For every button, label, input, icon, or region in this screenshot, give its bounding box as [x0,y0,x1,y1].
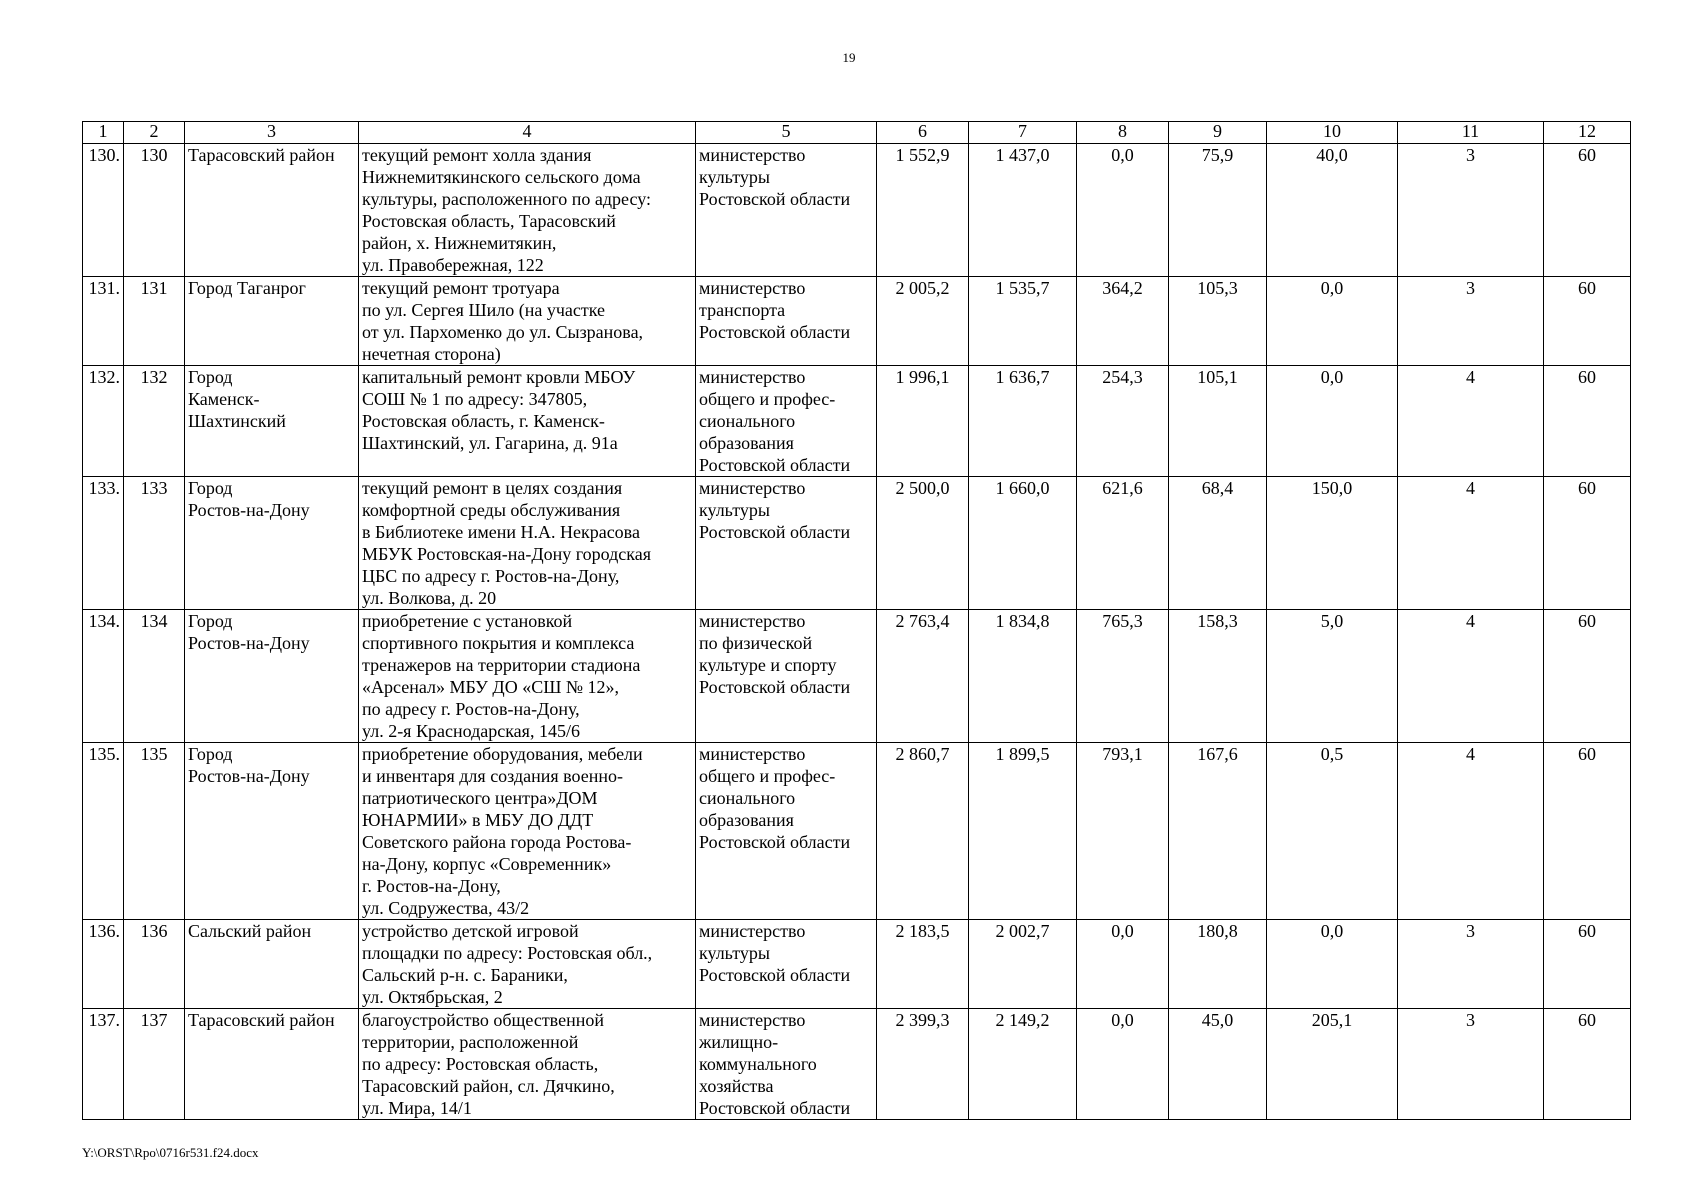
value-cell: 105,1 [1169,366,1267,477]
municipality-cell: Город Каменск- Шахтинский [185,366,359,477]
value-cell: 0,0 [1267,366,1398,477]
project-description-cell: капитальный ремонт кровли МБОУ СОШ № 1 по адресу: 347805, Ростовская область, г. Каменск- Шахтинский, ул. Гагарина, д. 91а [359,366,696,477]
value-cell: 1 660,0 [969,477,1077,610]
value-cell: 2 399,3 [877,1009,969,1120]
table-row [83,366,1631,477]
row-index: 133. [83,477,124,610]
row-index: 137. [83,1009,124,1120]
table-row [83,144,1631,277]
value-cell: 0,0 [1077,1009,1169,1120]
value-cell: 0,0 [1267,277,1398,366]
value-cell: 1 552,9 [877,144,969,277]
value-cell: 60 [1544,277,1631,366]
value-cell: 765,3 [1077,610,1169,743]
value-cell: 75,9 [1169,144,1267,277]
value-cell: 3 [1398,920,1544,1009]
column-header: 6 [877,122,969,144]
value-cell: 0,0 [1077,144,1169,277]
value-cell: 254,3 [1077,366,1169,477]
ministry-cell: министерство культуры Ростовской области [696,920,877,1009]
ministry-cell: министерство по физической культуре и спорту Ростовской области [696,610,877,743]
value-cell: 2 002,7 [969,920,1077,1009]
value-cell: 4 [1398,477,1544,610]
column-header: 12 [1544,122,1631,144]
column-header: 9 [1169,122,1267,144]
project-description-cell: текущий ремонт холла здания Нижнемитякинского сельского дома культуры, расположенного по адресу: Ростовская область, Тарасовский район, х. Нижнемитякин, ул. Правобережная, 122 [359,144,696,277]
value-cell: 3 [1398,144,1544,277]
column-header: 7 [969,122,1077,144]
value-cell: 793,1 [1077,743,1169,920]
value-cell: 68,4 [1169,477,1267,610]
value-cell: 2 183,5 [877,920,969,1009]
value-cell: 3 [1398,277,1544,366]
value-cell: 1 834,8 [969,610,1077,743]
row-number: 131 [124,277,185,366]
table-row [83,277,1631,366]
page-number: 19 [842,50,856,65]
column-header: 10 [1267,122,1398,144]
value-cell: 5,0 [1267,610,1398,743]
project-description-cell: приобретение с установкой спортивного покрытия и комплекса тренажеров на территории стадиона «Арсенал» МБУ ДО «СШ № 12», по адресу г. Ростов-на-Дону, ул. 2-я Краснодарская, 145/6 [359,610,696,743]
column-header: 3 [185,122,359,144]
value-cell: 60 [1544,366,1631,477]
value-cell: 60 [1544,144,1631,277]
column-header: 8 [1077,122,1169,144]
table-row [83,610,1631,743]
value-cell: 150,0 [1267,477,1398,610]
value-cell: 0,0 [1077,920,1169,1009]
column-header: 5 [696,122,877,144]
row-index: 130. [83,144,124,277]
project-description-cell: текущий ремонт в целях создания комфортной среды обслуживания в Библиотеке имени Н.А. Некрасова МБУК Ростовская-на-Дону городская ЦБС по адресу г. Ростов-на-Дону, ул. Волкова, д. 20 [359,477,696,610]
column-header: 4 [359,122,696,144]
municipality-cell: Сальский район [185,920,359,1009]
data-table [82,121,1631,1120]
value-cell: 2 500,0 [877,477,969,610]
table-row [83,743,1631,920]
row-number: 132 [124,366,185,477]
value-cell: 0,5 [1267,743,1398,920]
value-cell: 621,6 [1077,477,1169,610]
row-number: 135 [124,743,185,920]
municipality-cell: Город Ростов-на-Дону [185,743,359,920]
project-description-cell: приобретение оборудования, мебели и инвентаря для создания военно- патриотического центра»ДОМ ЮНАРМИИ» в МБУ ДО ДДТ Советского района города Ростова- на-Дону, корпус «Современник» г. Ростов-на-Дону, ул. Содружества, 43/2 [359,743,696,920]
ministry-cell: министерство общего и профес- сионального образования Ростовской области [696,743,877,920]
value-cell: 60 [1544,920,1631,1009]
value-cell: 4 [1398,366,1544,477]
value-cell: 205,1 [1267,1009,1398,1120]
table-row [83,920,1631,1009]
value-cell: 2 149,2 [969,1009,1077,1120]
table-header-row [83,122,1631,144]
project-description-cell: устройство детской игровой площадки по адресу: Ростовская обл., Сальский р-н. с. Бараники, ул. Октябрьская, 2 [359,920,696,1009]
column-header: 1 [83,122,124,144]
row-index: 132. [83,366,124,477]
value-cell: 4 [1398,610,1544,743]
row-index: 135. [83,743,124,920]
value-cell: 2 005,2 [877,277,969,366]
value-cell: 180,8 [1169,920,1267,1009]
value-cell: 1 996,1 [877,366,969,477]
project-description-cell: благоустройство общественной территории, расположенной по адресу: Ростовская область, Тарасовский район, сл. Дячкино, ул. Мира, 14/1 [359,1009,696,1120]
value-cell: 167,6 [1169,743,1267,920]
value-cell: 158,3 [1169,610,1267,743]
value-cell: 1 636,7 [969,366,1077,477]
municipality-cell: Тарасовский район [185,144,359,277]
row-index: 131. [83,277,124,366]
ministry-cell: министерство жилищно- коммунального хозяйства Ростовской области [696,1009,877,1120]
file-path-footer: Y:\ORST\Rpo\0716r531.f24.docx [82,1145,259,1160]
table-row [83,477,1631,610]
row-number: 136 [124,920,185,1009]
ministry-cell: министерство культуры Ростовской области [696,144,877,277]
value-cell: 2 860,7 [877,743,969,920]
value-cell: 105,3 [1169,277,1267,366]
row-number: 130 [124,144,185,277]
value-cell: 4 [1398,743,1544,920]
municipality-cell: Город Таганрог [185,277,359,366]
ministry-cell: министерство транспорта Ростовской области [696,277,877,366]
value-cell: 1 535,7 [969,277,1077,366]
ministry-cell: министерство культуры Ростовской области [696,477,877,610]
column-header: 2 [124,122,185,144]
municipality-cell: Тарасовский район [185,1009,359,1120]
table-row [83,1009,1631,1120]
value-cell: 40,0 [1267,144,1398,277]
value-cell: 45,0 [1169,1009,1267,1120]
row-index: 136. [83,920,124,1009]
municipality-cell: Город Ростов-на-Дону [185,477,359,610]
row-index: 134. [83,610,124,743]
row-number: 134 [124,610,185,743]
value-cell: 60 [1544,477,1631,610]
value-cell: 1 899,5 [969,743,1077,920]
value-cell: 3 [1398,1009,1544,1120]
project-description-cell: текущий ремонт тротуара по ул. Сергея Шило (на участке от ул. Пархоменко до ул. Сызранова, нечетная сторона) [359,277,696,366]
row-number: 137 [124,1009,185,1120]
value-cell: 2 763,4 [877,610,969,743]
row-number: 133 [124,477,185,610]
value-cell: 60 [1544,610,1631,743]
value-cell: 60 [1544,1009,1631,1120]
value-cell: 60 [1544,743,1631,920]
value-cell: 364,2 [1077,277,1169,366]
municipality-cell: Город Ростов-на-Дону [185,610,359,743]
ministry-cell: министерство общего и профес- сионального образования Ростовской области [696,366,877,477]
column-header: 11 [1398,122,1544,144]
value-cell: 1 437,0 [969,144,1077,277]
value-cell: 0,0 [1267,920,1398,1009]
